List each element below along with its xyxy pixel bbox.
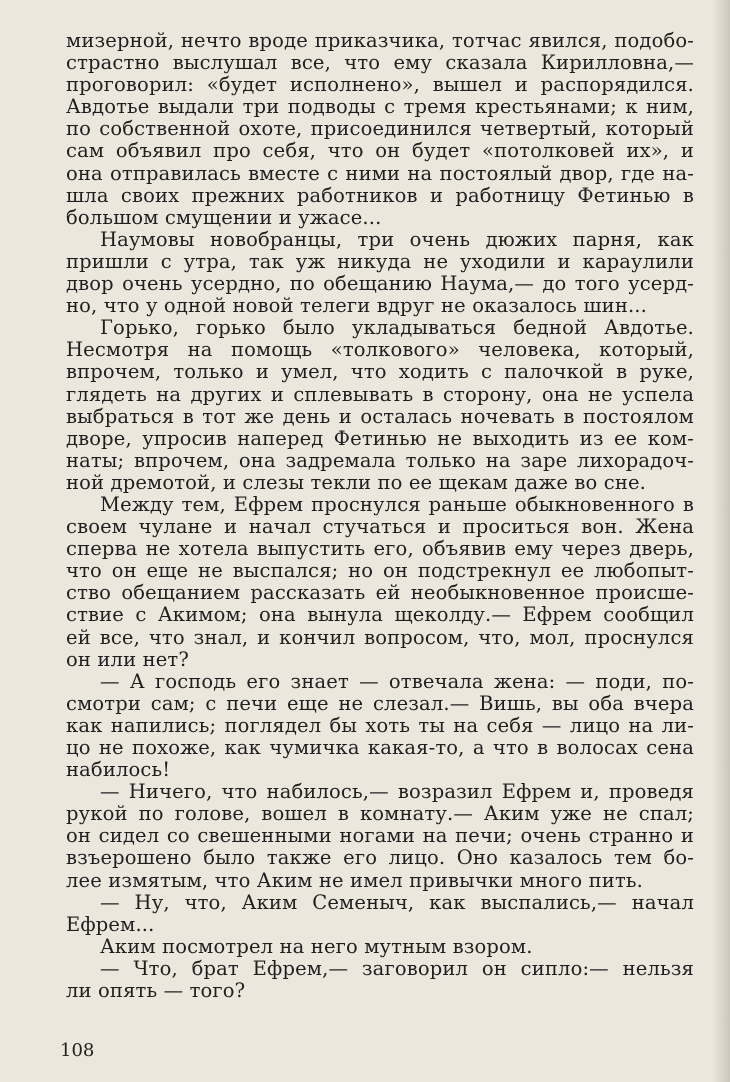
text-line: Наумовы новобранцы, три очень дюжих парня, как xyxy=(100,228,694,251)
text-line: глядеть на других и сплевывать в сторону, она не успела xyxy=(66,383,694,406)
text-line: шла своих прежних работников и работницу Фетинью в xyxy=(66,184,694,207)
text-line: сам объявил про себя, что он будет «потолковей их», и xyxy=(66,140,694,163)
text-line: выбраться в тот же день и осталась ночевать в постоялом xyxy=(66,405,694,428)
text-line: — Ну, что, Аким Семеныч, как выспались,— начал xyxy=(100,891,694,914)
text-line: страстно выслушал все, что ему сказала Кирилловна,— xyxy=(66,52,694,75)
text-line: впрочем, только и умел, что ходить с палочкой в руке, xyxy=(66,361,694,384)
text-line: рукой по голове, вошел в комнату.— Аким уже не спал; xyxy=(66,803,694,826)
text-line: как напились; поглядел бы хоть ты на себя — лицо на ли- xyxy=(66,714,694,737)
text-line: по собственной охоте, присоединился четвертый, который xyxy=(66,118,694,141)
text-line: но, что у одной новой телеги вдруг не оказалось шин... xyxy=(66,295,648,318)
text-line: Горько, горько было укладываться бедной Авдотье. xyxy=(100,317,694,340)
text-line: ствие с Акимом; она вынула щеколду.— Ефрем сообщил xyxy=(66,604,694,627)
text-line: — А господь его знает — отвечала жена: — поди, по- xyxy=(100,670,694,693)
text-line: Аким посмотрел на него мутным взором. xyxy=(100,935,533,958)
text-line: сперва не хотела выпустить его, объявив ему через дверь, xyxy=(66,538,694,561)
text-line: — Что, брат Ефрем,— заговорил он сипло:— нельзя xyxy=(100,957,694,980)
text-line: дворе, упросив наперед Фетинью не выходить из ее ком- xyxy=(66,427,694,450)
text-line: ство обещанием рассказать ей необыкновенное происше- xyxy=(66,582,694,605)
text-line: она отправилась вместе с ними на постоялый двор, где на- xyxy=(66,162,694,185)
text-line: ли опять — того? xyxy=(66,980,246,1003)
text-line: пришли с утра, так уж никуда не уходили и караулили xyxy=(66,250,694,273)
text-line: проговорил: «будет исполнено», вышел и распорядился. xyxy=(66,74,694,97)
text-line: цо не похоже, как чумичка какая-то, а что в волосах сена xyxy=(66,737,694,759)
text-line: что он еще не выспался; но он подстрекнул ее любопыт- xyxy=(66,560,694,583)
text-line: наты; впрочем, она задремала только на заре лихорадоч- xyxy=(66,449,694,472)
text-line: Между тем, Ефрем проснулся раньше обыкновенного в xyxy=(100,493,694,516)
page-number: 108 xyxy=(60,1040,95,1061)
text-line: лее измятым, что Аким не имел привычки много пить. xyxy=(66,869,644,892)
text-line: своем чулане и начал стучаться и проситься вон. Жена xyxy=(66,516,694,539)
page-edge-shadow xyxy=(712,0,730,1082)
text-line: смотри сам; с печи еще не слезал.— Вишь, вы оба вчера xyxy=(66,692,694,715)
text-line: он или нет? xyxy=(66,648,189,671)
text-line: взъерошено было также его лицо. Оно казалось тем бо- xyxy=(66,847,694,870)
text-line: двор очень усердно, по обещанию Наума,— до того усерд- xyxy=(66,273,694,296)
text-line: набилось! xyxy=(66,759,171,782)
text-line: он сидел со свешенными ногами на печи; очень странно и xyxy=(66,825,694,848)
text-line: большом смущении и ужасе... xyxy=(66,206,382,229)
text-line: Ефрем... xyxy=(66,913,155,936)
text-line: Несмотря на помощь «толкового» человека, который, xyxy=(66,339,694,362)
text-line: Авдотье выдали три подводы с тремя крестьянами; к ним, xyxy=(66,96,694,119)
text-line: — Ничего, что набилось,— возразил Ефрем и, проведя xyxy=(100,781,694,804)
body-text xyxy=(66,30,694,1002)
text-line: ей все, что знал, и кончил вопросом, что, мол, проснулся xyxy=(66,626,694,649)
text-line: ной дремотой, и слезы текли по ее щекам даже во сне. xyxy=(66,471,647,494)
text-line: мизерной, нечто вроде приказчика, тотчас явился, подобо- xyxy=(66,30,694,52)
